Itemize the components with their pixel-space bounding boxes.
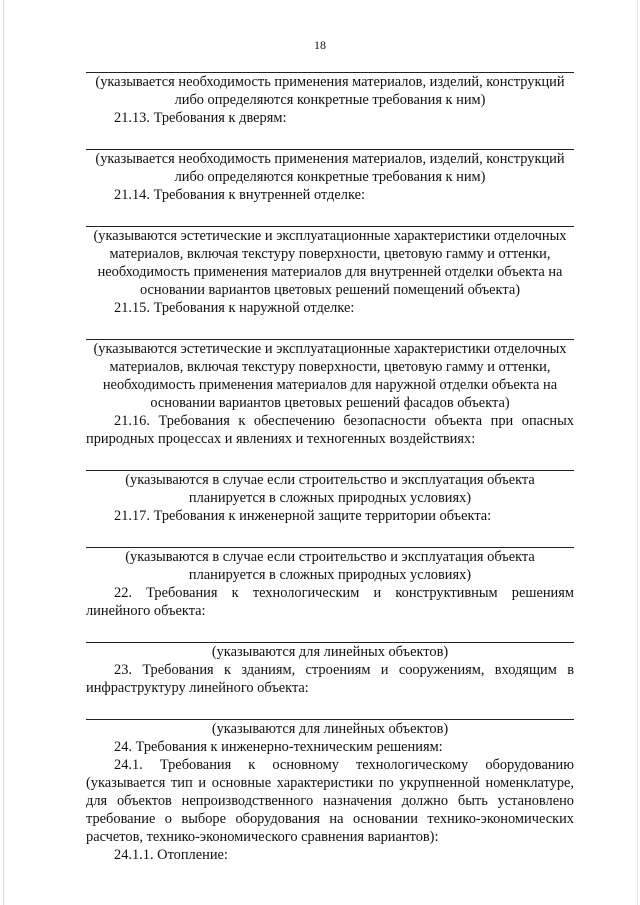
blank-space bbox=[86, 127, 574, 149]
instruction-note: (указывается необходимость применения материалов, изделий, конструкций либо определяются конкретные требования к ним) bbox=[95, 151, 565, 185]
requirement-item: 22. Требования к технологическим и конструктивным решениям линейного объекта: bbox=[86, 585, 574, 619]
instruction-note: (указываются в случае если строительство и эксплуатация объекта планируется в сложных природных условиях) bbox=[125, 549, 535, 583]
instruction-note: (указываются эстетические и эксплуатационные характеристики отделочных материалов, включая текстуру поверхности, цветовую гамму и оттенки, необходимость применения материалов для наружной отделки объекта на основании вариантов цветовых решений фасадов объекта) bbox=[93, 341, 567, 411]
requirement-item: 23. Требования к зданиям, строениям и сооружениям, входящим в инфраструктуру линейного объекта: bbox=[86, 662, 574, 696]
requirement-item: 21.17. Требования к инженерной защите территории объекта: bbox=[114, 508, 492, 524]
instruction-note: (указываются для линейных объектов) bbox=[211, 644, 449, 660]
blank-space bbox=[86, 317, 574, 339]
scan-edge-left bbox=[3, 0, 4, 905]
page-number: 18 bbox=[314, 38, 326, 52]
requirement-item: 24. Требования к инженерно-техническим решениям: bbox=[114, 739, 443, 755]
instruction-note: (указываются в случае если строительство и эксплуатация объекта планируется в сложных природных условиях) bbox=[125, 472, 535, 506]
document-body bbox=[86, 72, 574, 864]
instruction-note: (указывается необходимость применения материалов, изделий, конструкций либо определяются конкретные требования к ним) bbox=[95, 74, 565, 108]
requirement-item: 21.13. Требования к дверям: bbox=[114, 110, 287, 126]
instruction-note: (указываются для линейных объектов) bbox=[211, 721, 449, 737]
blank-space bbox=[86, 620, 574, 642]
requirement-item: 21.16. Требования к обеспечению безопасности объекта при опасных природных процессах и явлениях и техногенных воздействиях: bbox=[86, 413, 574, 447]
blank-space bbox=[86, 204, 574, 226]
requirement-item: 24.1. Требования к основному технологическому оборудованию (указывается тип и основные характеристики по укрупненной номенклатуре, для объектов непроизводственного назначения должно быть установлено требование о выборе оборудования на основании технико-экономических расчетов, технико-экономического сравнения вариантов): bbox=[86, 757, 574, 845]
blank-space bbox=[86, 697, 574, 719]
requirement-item: 24.1.1. Отопление: bbox=[114, 847, 228, 863]
blank-space bbox=[86, 448, 574, 470]
scan-edge-right bbox=[637, 0, 638, 905]
blank-space bbox=[86, 525, 574, 547]
instruction-note: (указываются эстетические и эксплуатационные характеристики отделочных материалов, включая текстуру поверхности, цветовую гамму и оттенки, необходимость применения материалов для внутренней отделки объекта на основании вариантов цветовых решений помещений объекта) bbox=[93, 228, 567, 298]
requirement-item: 21.14. Требования к внутренней отделке: bbox=[114, 187, 365, 203]
requirement-item: 21.15. Требования к наружной отделке: bbox=[114, 300, 355, 316]
